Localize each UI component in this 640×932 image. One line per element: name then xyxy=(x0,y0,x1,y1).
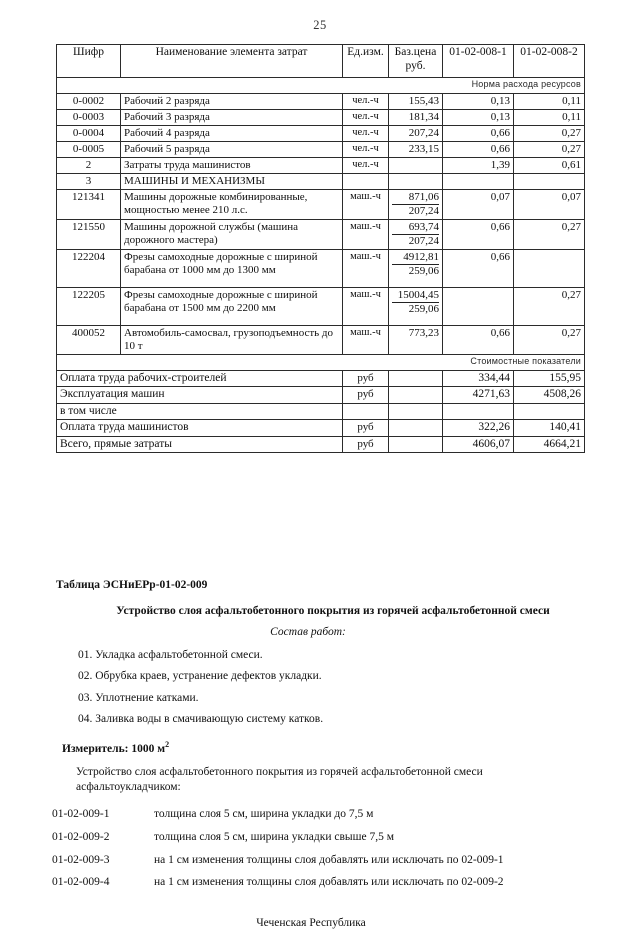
table-header xyxy=(57,45,585,78)
cell-section-title: МАШИНЫ И МЕХАНИЗМЫ xyxy=(121,173,343,189)
cell-code: 0-0004 xyxy=(57,125,121,141)
cell-name: Автомобиль-самосвал, грузоподъемность до 10 т xyxy=(121,325,343,354)
cell-value-2: 0,27 xyxy=(514,219,585,249)
cell-code: 3 xyxy=(57,173,121,189)
cell-name: Фрезы самоходные дорожные с шириной барабана от 1500 мм до 2200 мм xyxy=(121,287,343,325)
cost-table-container xyxy=(56,44,584,453)
variant-row xyxy=(52,804,504,827)
summary-label: Эксплуатация машин xyxy=(57,387,343,404)
page-number: 25 xyxy=(313,18,327,32)
summary-unit: руб xyxy=(343,387,389,404)
cell-price xyxy=(389,157,443,173)
summary-label: Оплата труда машинистов xyxy=(57,420,343,437)
band-row-norm xyxy=(57,78,585,94)
section-title: Устройство слоя асфальтобетонного покрытия из горячей асфальтобетонной смеси xyxy=(116,604,550,617)
cell-price-numerator: 871,06 xyxy=(392,191,439,205)
table-row xyxy=(57,125,585,141)
variant-row xyxy=(52,827,504,850)
cell-value-1: 1,39 xyxy=(443,157,514,173)
band-label-norm: Норма расхода ресурсов xyxy=(57,78,585,94)
cell-unit: маш.-ч xyxy=(343,249,389,287)
summary-unit: руб xyxy=(343,370,389,387)
variant-code: 01-02-009-4 xyxy=(52,876,110,889)
summary-value-2 xyxy=(514,403,585,420)
cell-price xyxy=(389,173,443,189)
summary-unit xyxy=(343,403,389,420)
cell-value-1: 0,66 xyxy=(443,125,514,141)
cell-unit: чел.-ч xyxy=(343,94,389,110)
summary-price xyxy=(389,387,443,404)
cell-code: 0-0002 xyxy=(57,94,121,110)
cell-code: 2 xyxy=(57,157,121,173)
variants-table xyxy=(52,804,504,894)
cell-price: 773,23 xyxy=(389,325,443,354)
summary-row xyxy=(57,387,585,404)
cell-code: 121341 xyxy=(57,189,121,219)
list-item: 04. Заливка воды в смачивающую систему катков. xyxy=(78,713,324,726)
cell-price-denominator: 207,24 xyxy=(408,234,439,247)
cell-price-denominator: 259,06 xyxy=(408,264,439,277)
cell-code: 0-0005 xyxy=(57,141,121,157)
cell-price: 233,15 xyxy=(389,141,443,157)
cell-price-numerator: 15004,45 xyxy=(392,289,439,303)
list-item: 03. Уплотнение катками. xyxy=(78,691,199,704)
cell-unit: маш.-ч xyxy=(343,325,389,354)
cell-value-1: 0,13 xyxy=(443,109,514,125)
table-row xyxy=(57,157,585,173)
cell-name: Затраты труда машинистов xyxy=(121,157,343,173)
summary-value-2: 4508,26 xyxy=(514,387,585,404)
summary-value-1: 4271,63 xyxy=(443,387,514,404)
cell-value-2: 0,07 xyxy=(514,189,585,219)
header-cell-col1: 01-02-008-1 xyxy=(443,45,514,78)
variant-code: 01-02-009-2 xyxy=(52,831,110,843)
cell-code: 122205 xyxy=(57,287,121,325)
table-section-row xyxy=(57,173,585,189)
cell-code: 0-0003 xyxy=(57,109,121,125)
cell-value-1: 0,66 xyxy=(443,141,514,157)
cell-price-fraction xyxy=(389,219,443,249)
summary-value-2: 155,95 xyxy=(514,370,585,387)
summary-price xyxy=(389,370,443,387)
table-row xyxy=(57,189,585,219)
summary-label: в том числе xyxy=(57,403,343,420)
variant-text: толщина слоя 5 см, ширина укладки свыше 7,5 м xyxy=(154,831,394,843)
cell-unit: маш.-ч xyxy=(343,219,389,249)
variant-text: толщина слоя 5 см, ширина укладки до 7,5 м xyxy=(154,808,374,821)
cell-code: 122204 xyxy=(57,249,121,287)
variant-code: 01-02-009-1 xyxy=(52,808,110,821)
summary-value-1: 334,44 xyxy=(443,370,514,387)
cell-value-1: 0,66 xyxy=(443,219,514,249)
table-row xyxy=(57,94,585,110)
table-row xyxy=(57,249,585,287)
works-composition-label: Состав работ: xyxy=(270,626,346,639)
cell-unit xyxy=(343,173,389,189)
cell-value-1 xyxy=(443,287,514,325)
summary-value-1: 322,26 xyxy=(443,420,514,437)
cell-price-fraction xyxy=(389,189,443,219)
band-row-cost xyxy=(57,354,585,370)
cell-name: Рабочий 4 разряда xyxy=(121,125,343,141)
summary-row xyxy=(57,403,585,420)
cell-price-fraction xyxy=(389,287,443,325)
header-cell-col2: 01-02-008-2 xyxy=(514,45,585,78)
measure-unit-label: Измеритель: 1000 м xyxy=(62,742,166,755)
cell-name: Фрезы самоходные дорожные с шириной барабана от 1000 мм до 1300 мм xyxy=(121,249,343,287)
summary-value-2: 4664,21 xyxy=(514,436,585,453)
table-body xyxy=(57,78,585,453)
table-reference-label: Таблица ЭСНиЕРр-01-02-009 xyxy=(56,579,208,591)
summary-price xyxy=(389,436,443,453)
list-item: 01. Укладка асфальтобетонной смеси. xyxy=(78,648,263,661)
cell-value-2: 0,27 xyxy=(514,325,585,354)
table-row xyxy=(57,141,585,157)
variant-row xyxy=(52,872,504,895)
cell-price-numerator: 693,74 xyxy=(392,221,439,235)
footer-note: Чеченская Республика xyxy=(256,917,366,930)
cell-value-1: 0,13 xyxy=(443,94,514,110)
cell-price: 155,43 xyxy=(389,94,443,110)
cell-name: Рабочий 2 разряда xyxy=(121,94,343,110)
cell-unit: чел.-ч xyxy=(343,141,389,157)
lower-text-section xyxy=(0,578,640,932)
header-cell-code: Шифр xyxy=(57,45,121,78)
table-header-row xyxy=(57,45,585,78)
cell-value-1: 0,66 xyxy=(443,249,514,287)
cell-name: Машины дорожной службы (машина дорожного мастера) xyxy=(121,219,343,249)
header-cell-price: Баз.цена руб. xyxy=(389,45,443,78)
variant-text: на 1 см изменения толщины слоя добавлять или исключать по 02-009-2 xyxy=(154,876,504,889)
header-cell-unit: Ед.изм. xyxy=(343,45,389,78)
summary-unit: руб xyxy=(343,420,389,437)
cell-name: Машины дорожные комбинированные, мощностью менее 210 л.с. xyxy=(121,189,343,219)
cell-unit: маш.-ч xyxy=(343,287,389,325)
summary-label: Оплата труда рабочих-строителей xyxy=(57,370,343,387)
measure-unit-line xyxy=(62,740,640,757)
summary-row xyxy=(57,436,585,453)
works-list xyxy=(0,648,640,728)
cell-value-2: 0,27 xyxy=(514,287,585,325)
description-text: Устройство слоя асфальтобетонного покрытия из горячей асфальтобетонной смеси асфальтоукладчиком: xyxy=(76,765,483,794)
summary-price xyxy=(389,420,443,437)
summary-row xyxy=(57,420,585,437)
cell-price-denominator: 207,24 xyxy=(408,204,439,217)
cost-table xyxy=(56,44,585,453)
summary-value-2: 140,41 xyxy=(514,420,585,437)
cell-unit: чел.-ч xyxy=(343,109,389,125)
cell-price: 181,34 xyxy=(389,109,443,125)
cell-code: 121550 xyxy=(57,219,121,249)
cell-value-2 xyxy=(514,249,585,287)
cell-value-2: 0,61 xyxy=(514,157,585,173)
variant-code: 01-02-009-3 xyxy=(52,853,110,866)
cell-price-fraction xyxy=(389,249,443,287)
summary-value-1: 4606,07 xyxy=(443,436,514,453)
summary-price xyxy=(389,403,443,420)
summary-label: Всего, прямые затраты xyxy=(57,436,343,453)
measure-unit-exponent: 2 xyxy=(165,739,170,749)
list-item: 02. Обрубка краев, устранение дефектов укладки. xyxy=(78,670,322,683)
cell-name: Рабочий 5 разряда xyxy=(121,141,343,157)
variant-row xyxy=(52,849,504,872)
table-row xyxy=(57,287,585,325)
cell-value-2: 0,27 xyxy=(514,125,585,141)
table-row xyxy=(57,109,585,125)
cell-value-1: 0,07 xyxy=(443,189,514,219)
cell-price-denominator: 259,06 xyxy=(408,302,439,315)
cell-price: 207,24 xyxy=(389,125,443,141)
cell-value-1: 0,66 xyxy=(443,325,514,354)
summary-unit: руб xyxy=(343,436,389,453)
cell-value-2 xyxy=(514,173,585,189)
cell-value-1 xyxy=(443,173,514,189)
cell-unit: маш.-ч xyxy=(343,189,389,219)
cell-value-2: 0,27 xyxy=(514,141,585,157)
table-row xyxy=(57,219,585,249)
header-cell-name: Наименование элемента затрат xyxy=(121,45,343,78)
table-row xyxy=(57,325,585,354)
cell-code: 400052 xyxy=(57,325,121,354)
summary-row xyxy=(57,370,585,387)
band-label-cost: Стоимостные показатели xyxy=(57,354,585,370)
variant-text: на 1 см изменения толщины слоя добавлять или исключать по 02-009-1 xyxy=(154,853,504,866)
cell-name: Рабочий 3 разряда xyxy=(121,109,343,125)
cell-value-2: 0,11 xyxy=(514,109,585,125)
cell-price-numerator: 4912,81 xyxy=(392,251,439,265)
cell-unit: чел.-ч xyxy=(343,125,389,141)
summary-value-1 xyxy=(443,403,514,420)
cell-unit: чел.-ч xyxy=(343,157,389,173)
cell-value-2: 0,11 xyxy=(514,94,585,110)
